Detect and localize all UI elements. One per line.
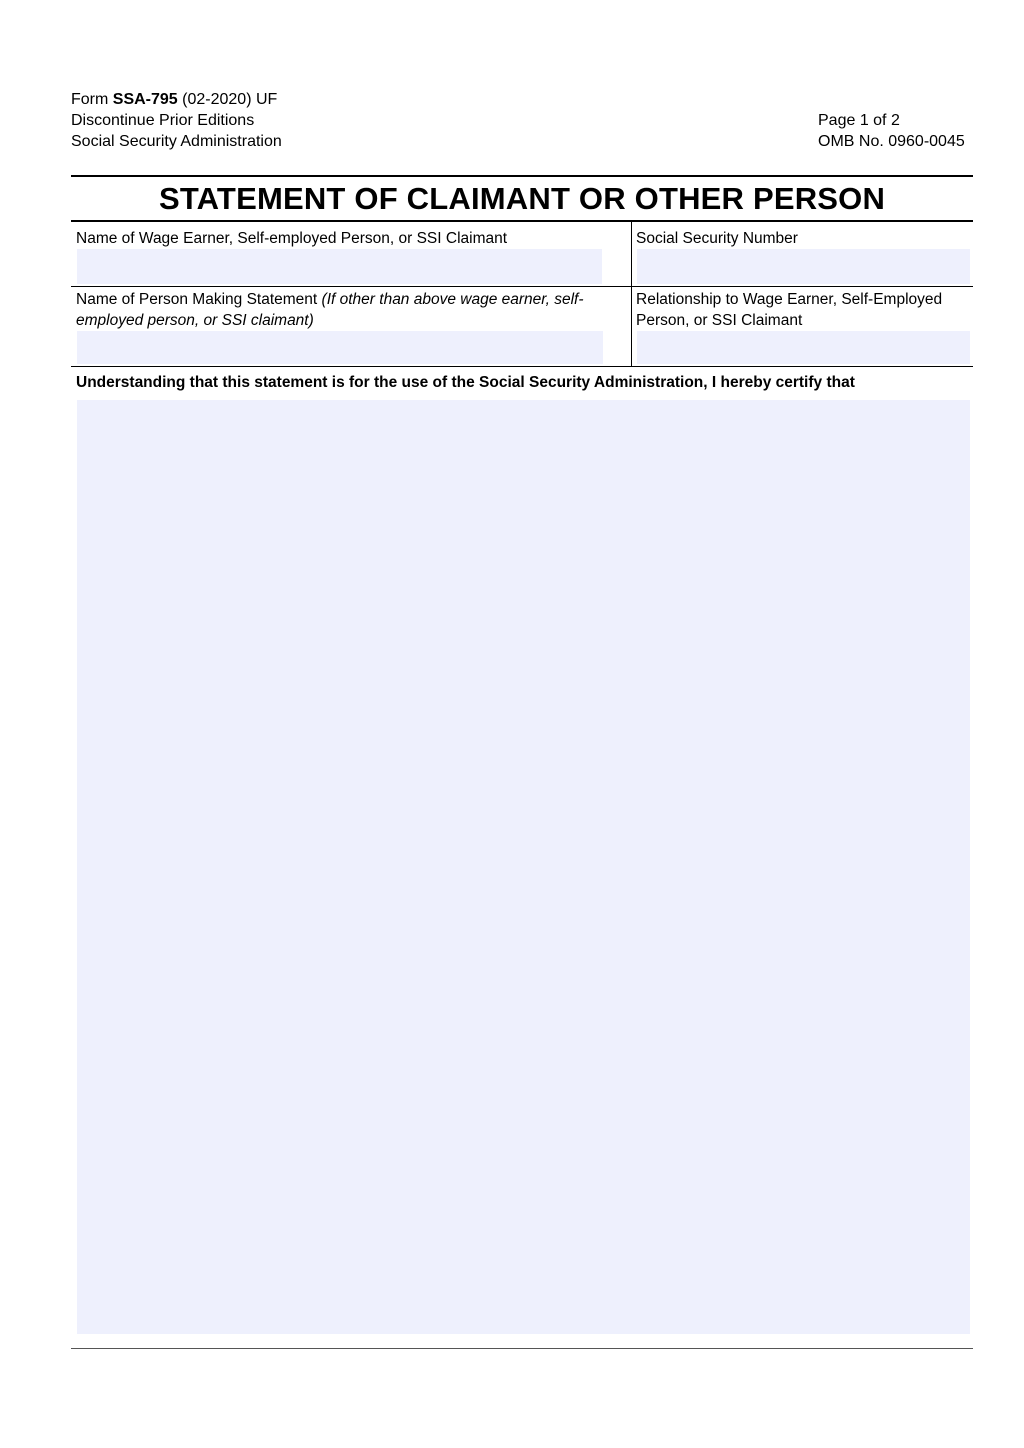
- person-making-statement-label: Name of Person Making Statement (If other than above wage earner, self-employed person, or SSI claimant): [76, 291, 584, 329]
- title-bottom-rule: [71, 220, 973, 222]
- form-id-line: Form SSA-795 (02-2020) UF: [71, 91, 278, 108]
- bottom-rule: [71, 1348, 973, 1349]
- omb-number: OMB No. 0960-0045: [818, 133, 965, 150]
- statement-textarea[interactable]: [77, 400, 970, 1334]
- form-title: STATEMENT OF CLAIMANT OR OTHER PERSON: [158, 181, 886, 216]
- certification-text: Understanding that this statement is for the use of the Social Security Administration, I hereby certify that: [76, 374, 855, 391]
- title-top-rule: [71, 175, 973, 177]
- wage-earner-name-input[interactable]: [77, 249, 602, 284]
- relationship-label: Relationship to Wage Earner, Self-Employed Person, or SSI Claimant: [636, 291, 943, 329]
- row-1-divider: [71, 286, 973, 287]
- form-header-right: [818, 110, 965, 152]
- row-2-divider: [71, 366, 973, 367]
- person-making-statement-note: (If other than above wage earner, self-employed person, or SSI claimant): [76, 291, 584, 329]
- ssn-input[interactable]: [637, 249, 970, 284]
- wage-earner-name-label: Name of Wage Earner, Self-employed Person, or SSI Claimant: [76, 230, 508, 247]
- form-number: SSA-795: [112, 91, 178, 108]
- page-number: Page 1 of 2: [818, 112, 900, 129]
- form-header-left: [71, 89, 282, 152]
- relationship-input[interactable]: [637, 331, 970, 364]
- agency-name: Social Security Administration: [71, 133, 282, 150]
- person-making-statement-input[interactable]: [77, 331, 603, 364]
- ssn-label: Social Security Number: [636, 230, 798, 247]
- column-divider: [631, 222, 632, 366]
- discontinue-note: Discontinue Prior Editions: [71, 112, 255, 129]
